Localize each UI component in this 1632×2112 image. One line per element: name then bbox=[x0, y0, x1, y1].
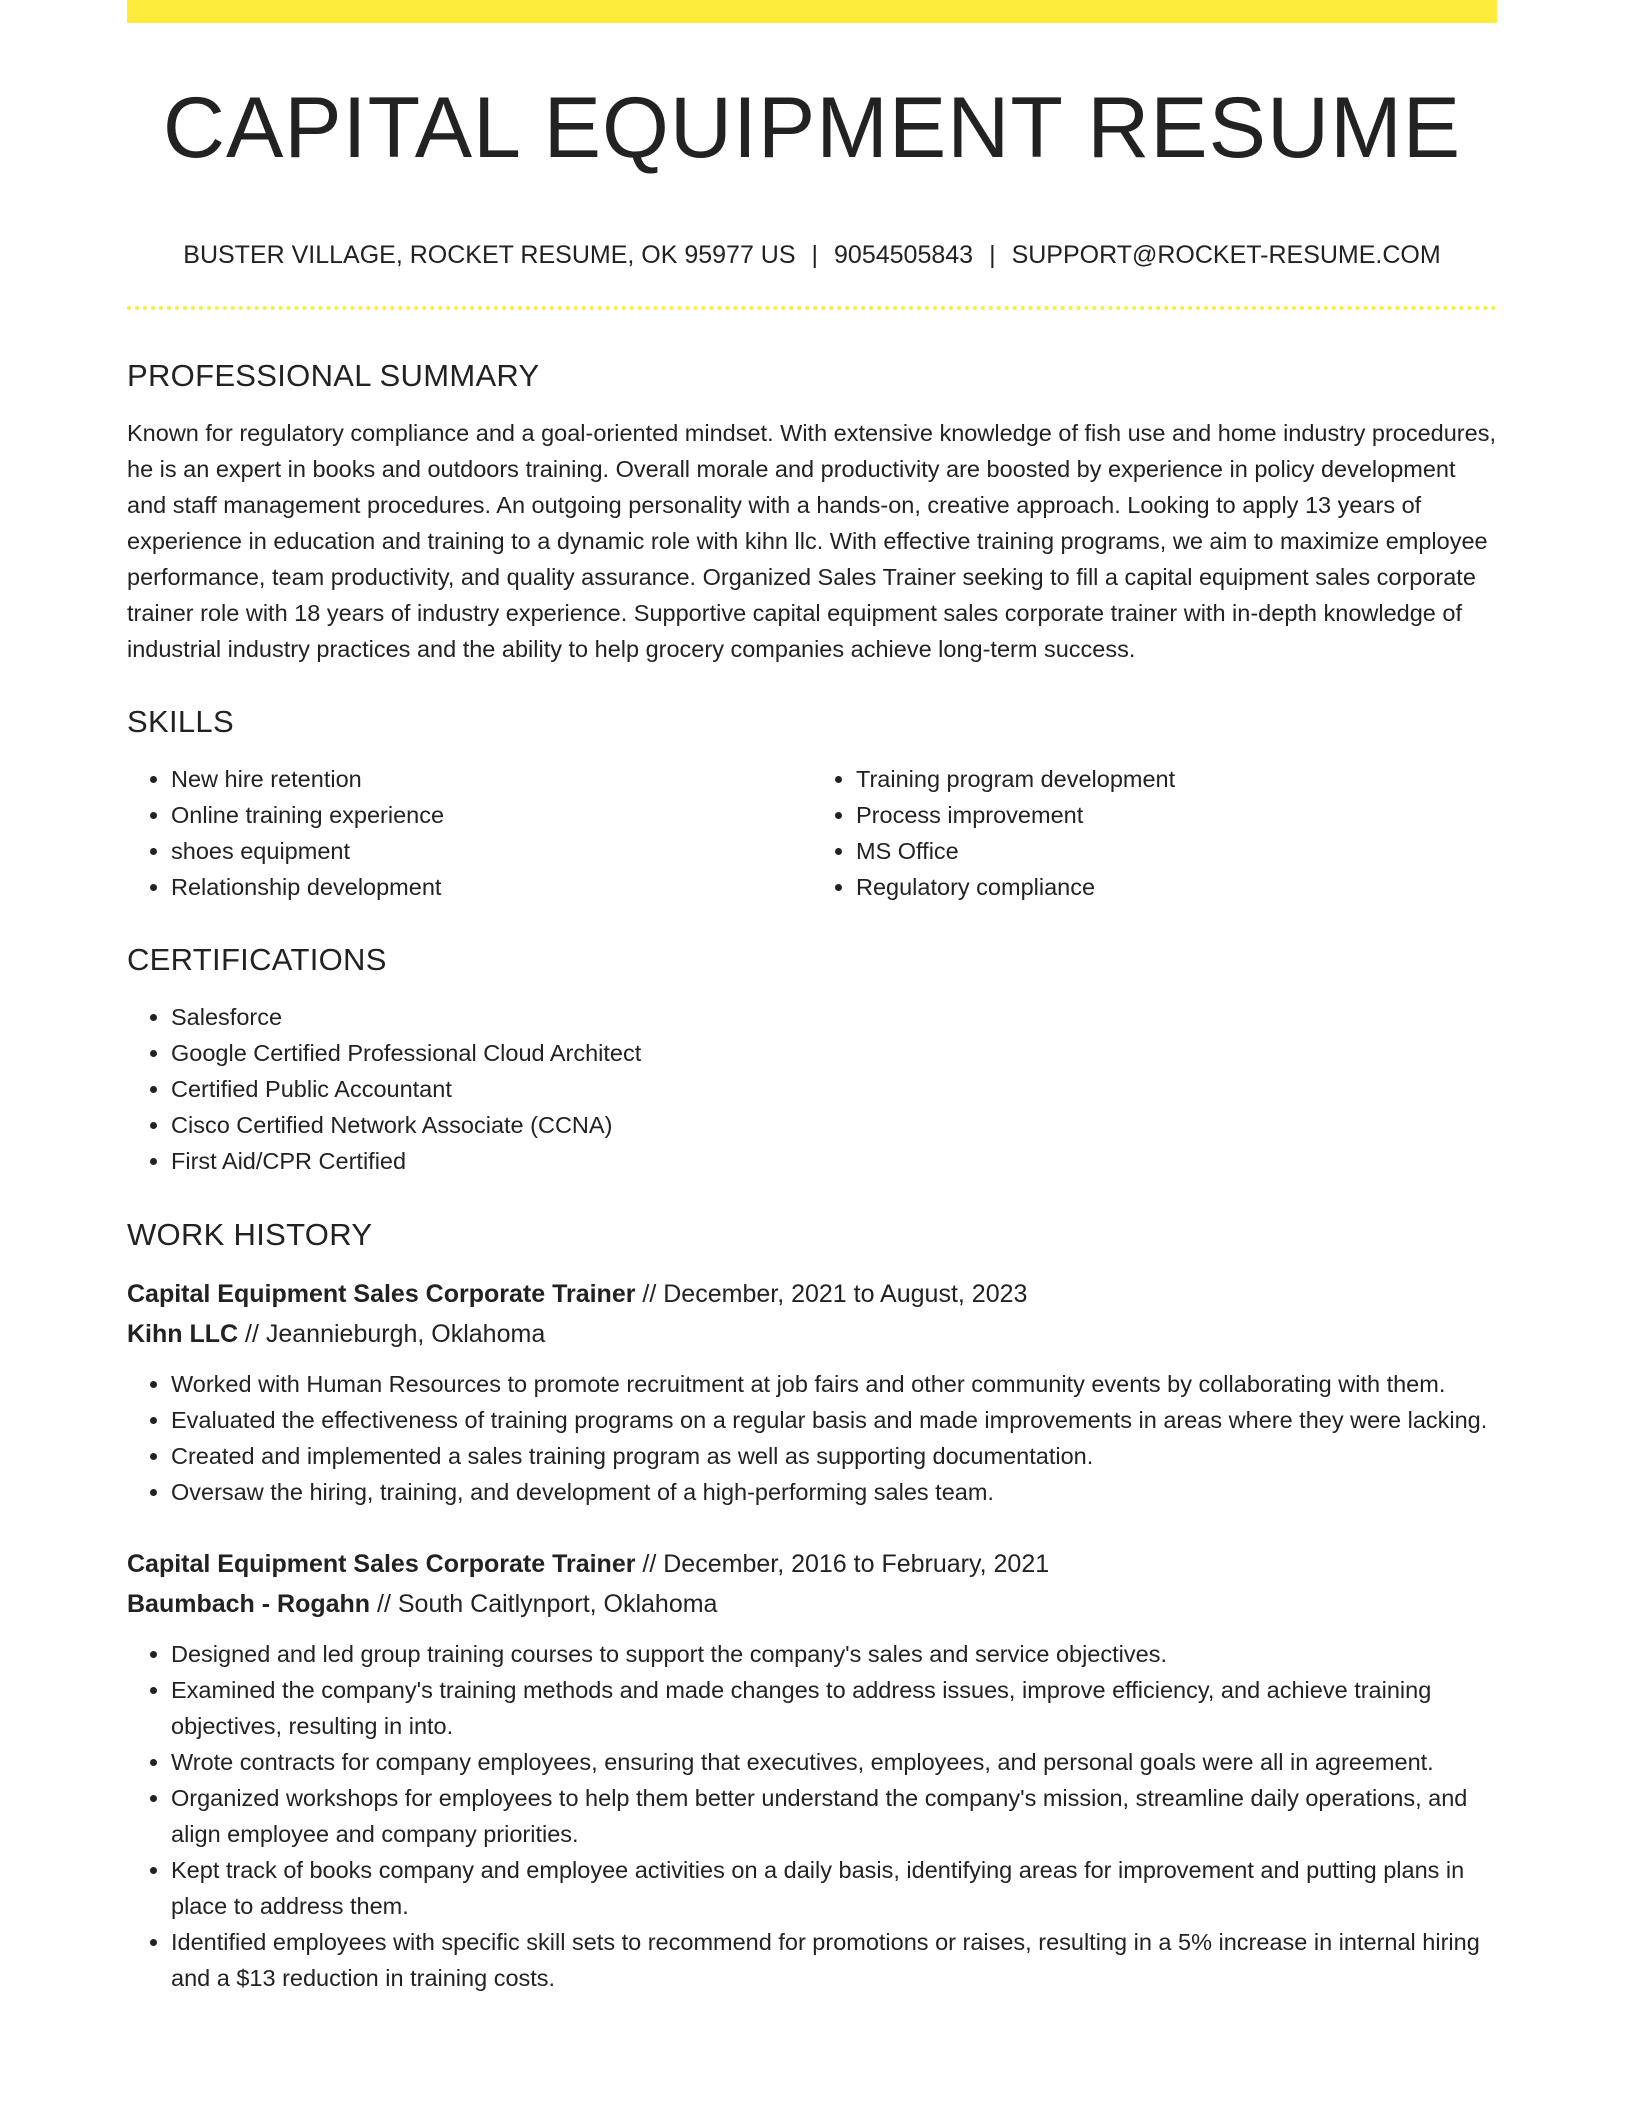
job-entry bbox=[127, 1274, 1497, 1510]
skill-item: • MS Office bbox=[856, 833, 1497, 869]
certifications-section bbox=[127, 944, 1497, 1179]
certification-item: • Salesforce bbox=[171, 999, 1497, 1035]
skill-item: • New hire retention bbox=[171, 761, 812, 797]
job-bullet: • Wrote contracts for company employees, ensuring that executives, employees, and personal goals were all in agreement. bbox=[171, 1744, 1497, 1780]
skills-list-right bbox=[812, 761, 1497, 905]
job-company-line bbox=[127, 1314, 1497, 1354]
job-bullet: • Organized workshops for employees to help them better understand the company's mission, streamline daily operations, and align employee and company priorities. bbox=[171, 1780, 1497, 1852]
job-bullet: • Kept track of books company and employee activities on a daily basis, identifying areas for improvement and putting plans in place to address them. bbox=[171, 1852, 1497, 1924]
job-company: Kihn LLC bbox=[127, 1320, 239, 1348]
contact-line bbox=[127, 243, 1497, 268]
skills-heading: SKILLS bbox=[127, 704, 234, 739]
job-company: Baumbach - Rogahn bbox=[127, 1590, 371, 1618]
job-title: Capital Equipment Sales Corporate Trainer bbox=[127, 1550, 636, 1578]
summary-heading: PROFESSIONAL SUMMARY bbox=[127, 358, 540, 393]
summary-section bbox=[127, 360, 1497, 667]
job-bullet: • Evaluated the effectiveness of training programs on a regular basis and made improvements in areas where they were lacking. bbox=[171, 1402, 1497, 1438]
certification-item: • First Aid/CPR Certified bbox=[171, 1143, 1497, 1179]
certification-item: • Certified Public Accountant bbox=[171, 1071, 1497, 1107]
job-bullet-list bbox=[127, 1636, 1497, 1996]
job-location: // Jeannieburgh, Oklahoma bbox=[238, 1320, 546, 1348]
contact-phone: 9054505843 bbox=[834, 241, 974, 269]
contact-separator: | bbox=[811, 241, 819, 269]
skill-item: • Online training experience bbox=[171, 797, 812, 833]
skill-item: • Training program development bbox=[856, 761, 1497, 797]
job-bullet: • Designed and led group training courses to support the company's sales and service objectives. bbox=[171, 1636, 1497, 1672]
job-bullet: • Worked with Human Resources to promote recruitment at job fairs and other community events by collaborating with them. bbox=[171, 1366, 1497, 1402]
certification-item: • Cisco Certified Network Associate (CCNA) bbox=[171, 1107, 1497, 1143]
job-title-line bbox=[127, 1544, 1497, 1584]
dotted-divider bbox=[127, 306, 1497, 310]
job-dates: // December, 2021 to August, 2023 bbox=[635, 1280, 1028, 1308]
skill-item: • Process improvement bbox=[856, 797, 1497, 833]
job-title: Capital Equipment Sales Corporate Trainer bbox=[127, 1280, 636, 1308]
job-bullet: • Examined the company's training methods and made changes to address issues, improve efficiency, and achieve training objectives, resulting in into. bbox=[171, 1672, 1497, 1744]
job-bullet: • Oversaw the hiring, training, and development of a high-performing sales team. bbox=[171, 1474, 1497, 1510]
contact-separator: | bbox=[989, 241, 996, 269]
job-dates: // December, 2016 to February, 2021 bbox=[635, 1550, 1050, 1578]
job-bullet: • Identified employees with specific skill sets to recommend for promotions or raises, resulting in a 5% increase in internal hiring and a $13 reduction in training costs. bbox=[171, 1924, 1497, 1996]
certification-item: • Google Certified Professional Cloud Architect bbox=[171, 1035, 1497, 1071]
job-bullet: • Created and implemented a sales training program as well as supporting documentation. bbox=[171, 1438, 1497, 1474]
contact-address: BUSTER VILLAGE, ROCKET RESUME, OK 95977 US bbox=[183, 241, 796, 269]
job-bullet-list bbox=[127, 1366, 1497, 1510]
resume-page bbox=[127, 0, 1497, 1996]
job-title-line bbox=[127, 1274, 1497, 1314]
resume-title: CAPITAL EQUIPMENT RESUME bbox=[162, 80, 1462, 176]
certifications-heading: CERTIFICATIONS bbox=[127, 942, 387, 977]
job-location: // South Caitlynport, Oklahoma bbox=[370, 1590, 718, 1618]
work-history-section bbox=[127, 1219, 1497, 1996]
summary-text: Known for regulatory compliance and a goal-oriented mindset. With extensive knowledge of fish use and home industry procedures, he is an expert in books and outdoors training. Overall morale and productivity are boosted by experience in policy development and staff management procedures. An outgoing personality with a hands-on, creative approach. Looking to apply 13 years of experience in education and training to a dynamic role with kihn llc. With effective training programs, we aim to maximize employee performance, team productivity, and quality assurance. Organized Sales Trainer seeking to fill a capital equipment sales corporate trainer role with 18 years of industry experience. Supportive capital equipment sales corporate trainer with in-depth knowledge of industrial industry practices and the ability to help grocery companies achieve long-term success. bbox=[127, 420, 1496, 662]
top-accent-bar bbox=[127, 0, 1497, 23]
contact-email: SUPPORT@ROCKET-RESUME.COM bbox=[1011, 241, 1441, 269]
skills-list-left bbox=[127, 761, 812, 905]
job-company-line bbox=[127, 1584, 1497, 1624]
skills-section bbox=[127, 706, 1497, 905]
job-entry bbox=[127, 1544, 1497, 1996]
work-history-heading: WORK HISTORY bbox=[127, 1217, 373, 1252]
skills-columns bbox=[127, 761, 1497, 905]
certifications-list bbox=[127, 999, 1497, 1179]
skill-item: • Regulatory compliance bbox=[856, 869, 1497, 905]
skill-item: • Relationship development bbox=[171, 869, 812, 905]
skill-item: • shoes equipment bbox=[171, 833, 812, 869]
